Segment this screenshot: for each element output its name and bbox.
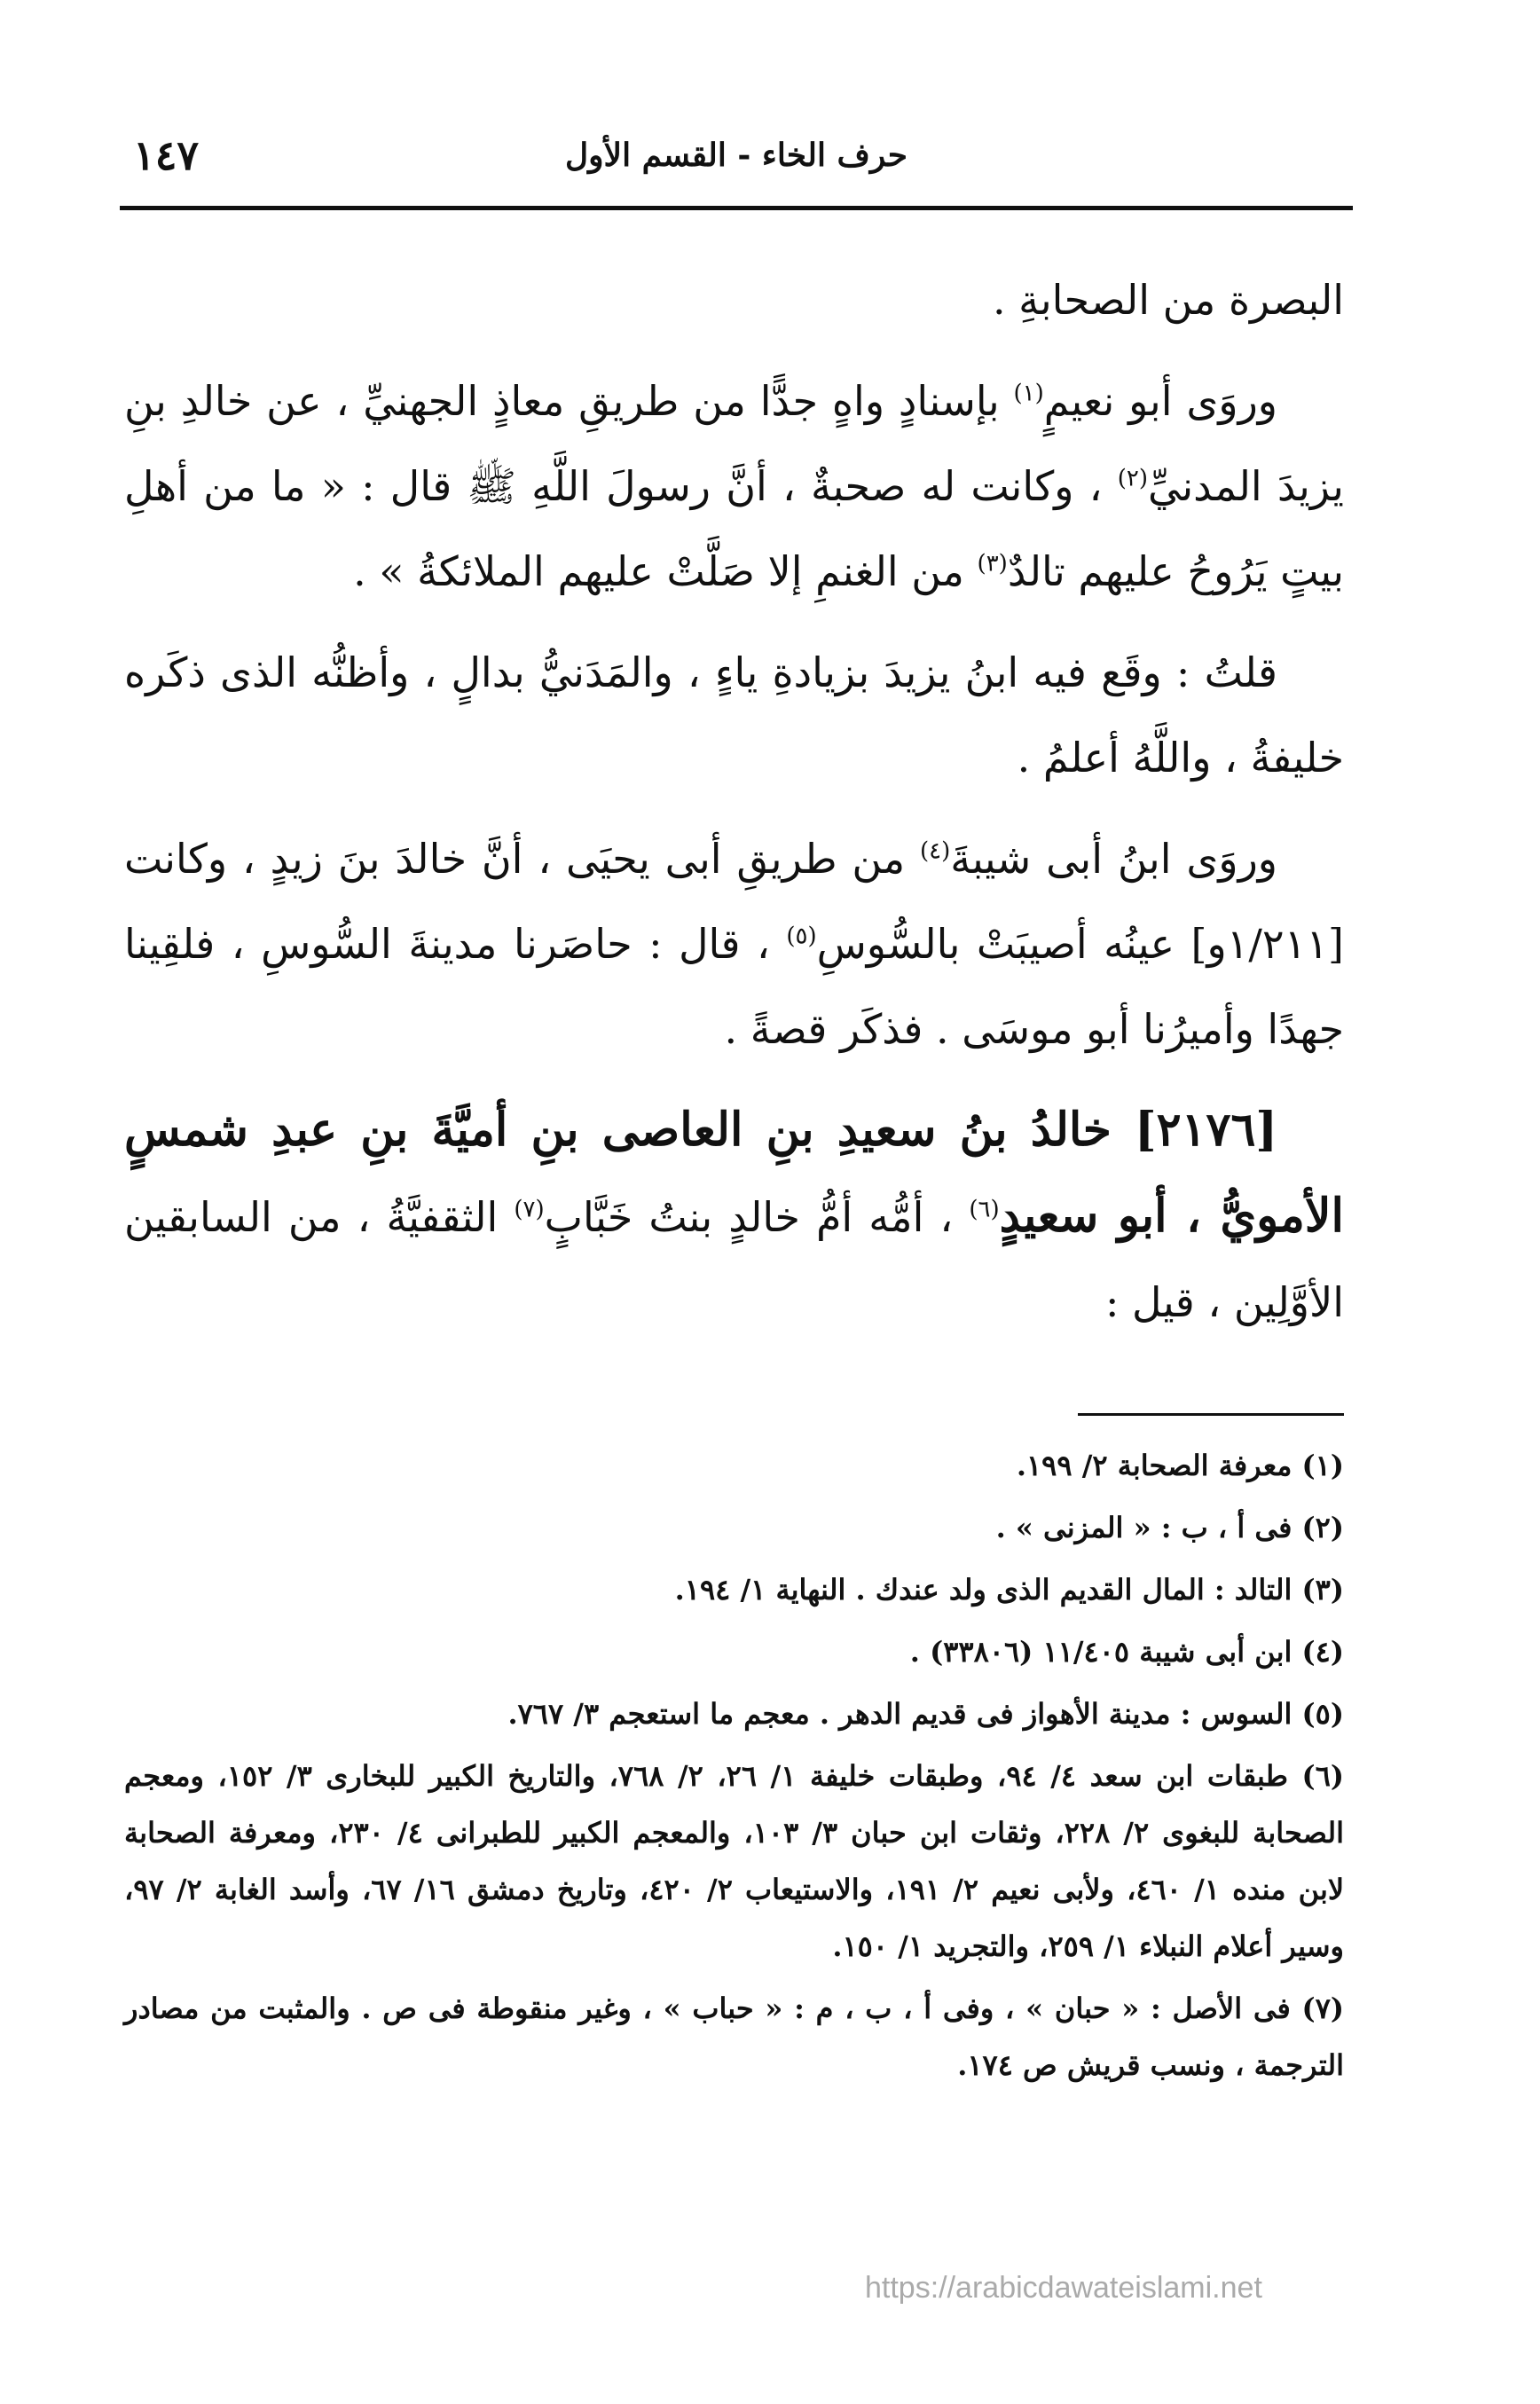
p2-text-c: ، وكانت له صحبةٌ ، أنَّ رسولَ اللَّهِ ﷺ قال : « ما من أهلِ بيتٍ يَرُوحُ عليهم تالدٌ xyxy=(124,462,1344,595)
running-header xyxy=(124,124,1348,186)
footnote-ref-2[interactable]: (٢) xyxy=(1117,465,1148,492)
footnote-5: (٥) السوس : مدينة الأهواز فى قديم الدهر . معجم ما استعجم ٣/ ٧٦٧. xyxy=(507,1697,1344,1731)
footnote-4: (٤) ابن أبى شيبة ١١/٤٠٥ (٣٣٨٠٦) . xyxy=(909,1635,1344,1669)
footnote-7: (٧) فى الأصل : « حبان » ، وفى أ ، ب ، م : « حباب » ، وغير منقوطة فى ص . والمثبت من مصادر الترجمة ، ونسب قريش ص ١٧٤. xyxy=(124,1992,1345,2082)
entry-text-b: ، أمُّه أمُّ خالدٍ بنتُ خَبَّابٍ xyxy=(544,1193,970,1241)
footnote-ref-6[interactable]: (٦) xyxy=(969,1196,1000,1223)
footnote-ref-1[interactable]: (١) xyxy=(1013,380,1044,407)
main-text xyxy=(124,257,1344,1361)
footnote-ref-3[interactable]: (٣) xyxy=(977,550,1008,577)
footnote-separator xyxy=(1078,1413,1344,1416)
entry-heading: [٢١٧٦] خالدُ بنُ سعيدِ بنِ العاصى بنِ أميَّةَ بنِ عبدِ شمسٍ الأمويُّ ، أبو سعيدٍ xyxy=(124,1103,1345,1243)
page-number: ١٤٧ xyxy=(133,131,200,179)
header-rule xyxy=(120,206,1353,210)
footnote-ref-4[interactable]: (٤) xyxy=(919,837,951,865)
footnote-ref-7[interactable]: (٧) xyxy=(514,1196,545,1223)
p2-text-a: وروَى أبو نعيمٍ xyxy=(1043,377,1278,425)
p2-text-b: بإسنادٍ واهٍ جدًّا من طريقِ معاذٍ الجهنيِّ ، عن خالدِ بنِ يزيدَ المدنيِّ xyxy=(124,377,1344,510)
paragraph-4 xyxy=(124,816,1344,1072)
p4-text-a: وروَى ابنُ أبى شيبةَ xyxy=(950,835,1277,883)
footnote-ref-5[interactable]: (٥) xyxy=(786,923,817,950)
p4-text-c: ، قال : حاصَرنا مدينةَ السُّوسِ ، فلقِينا جهدًا وأميرُنا أبو موسَى . فذكَر قصةً . xyxy=(124,920,1344,1053)
footnote-1: (١) معرفة الصحابة ٢/ ١٩٩. xyxy=(1016,1449,1344,1482)
header-title: حرف الخاء - القسم الأول xyxy=(565,137,908,174)
p2-text-d: من الغنمِ إلا صَلَّتْ عليهم الملائكةُ » . xyxy=(353,547,978,595)
paragraph-1: البصرة من الصحابةِ . xyxy=(992,276,1344,324)
p4-text-b: من طريقِ أبى يحيَى ، أنَّ خالدَ بنَ زيدٍ ، وكانت [١/٢١١و] عينُه أصيبَتْ بالسُّوسِ xyxy=(124,835,1344,968)
footnote-3: (٣) التالد : المال القديم الذى ولد عندك . النهاية ١/ ١٩٤. xyxy=(674,1573,1344,1607)
paragraph-3: قلتُ : وقَع فيه ابنُ يزيدَ بزيادةِ ياءٍ ، والمَدَنيُّ بدالٍ ، وأظنُّه الذى ذكَره خليفةُ ، واللَّهُ أعلمُ . xyxy=(124,648,1344,782)
entry-2176 xyxy=(124,1088,1344,1345)
footnote-2: (٢) فى أ ، ب : « المزنى » . xyxy=(995,1511,1344,1544)
paragraph-2 xyxy=(124,358,1344,614)
watermark-url: https://arabicdawateislami.net xyxy=(865,2271,1262,2305)
entry-text-c: الثقفيَّةُ ، من السابقين الأوَّلِين ، قيل : xyxy=(124,1193,1344,1326)
footnote-6: (٦) طبقات ابن سعد ٤/ ٩٤، وطبقات خليفة ١/ ٢٦، ٢/ ٧٦٨، والتاريخ الكبير للبخارى ٣/ ١٥٢، ومعجم الصحابة للبغوى ٢/ ٢٢٨، وثقات ابن حبان ٣/ ١٠٣، والمعجم الكبير للطبرانى ٤/ ٢٣٠، ومعرفة الصحابة لابن منده ١/ ٤٦٠، ولأبى نعيم ٢/ ١٩١، والاستيعاب ٢/ ٤٢٠، وتاريخ دمشق ١٦/ ٦٧، وأسد الغابة ٢/ ٩٧، وسير أعلام النبلاء ١/ ٢٥٩، والتجريد ١/ ١٥٠. xyxy=(124,1759,1345,1963)
footnotes xyxy=(124,1437,1344,2099)
